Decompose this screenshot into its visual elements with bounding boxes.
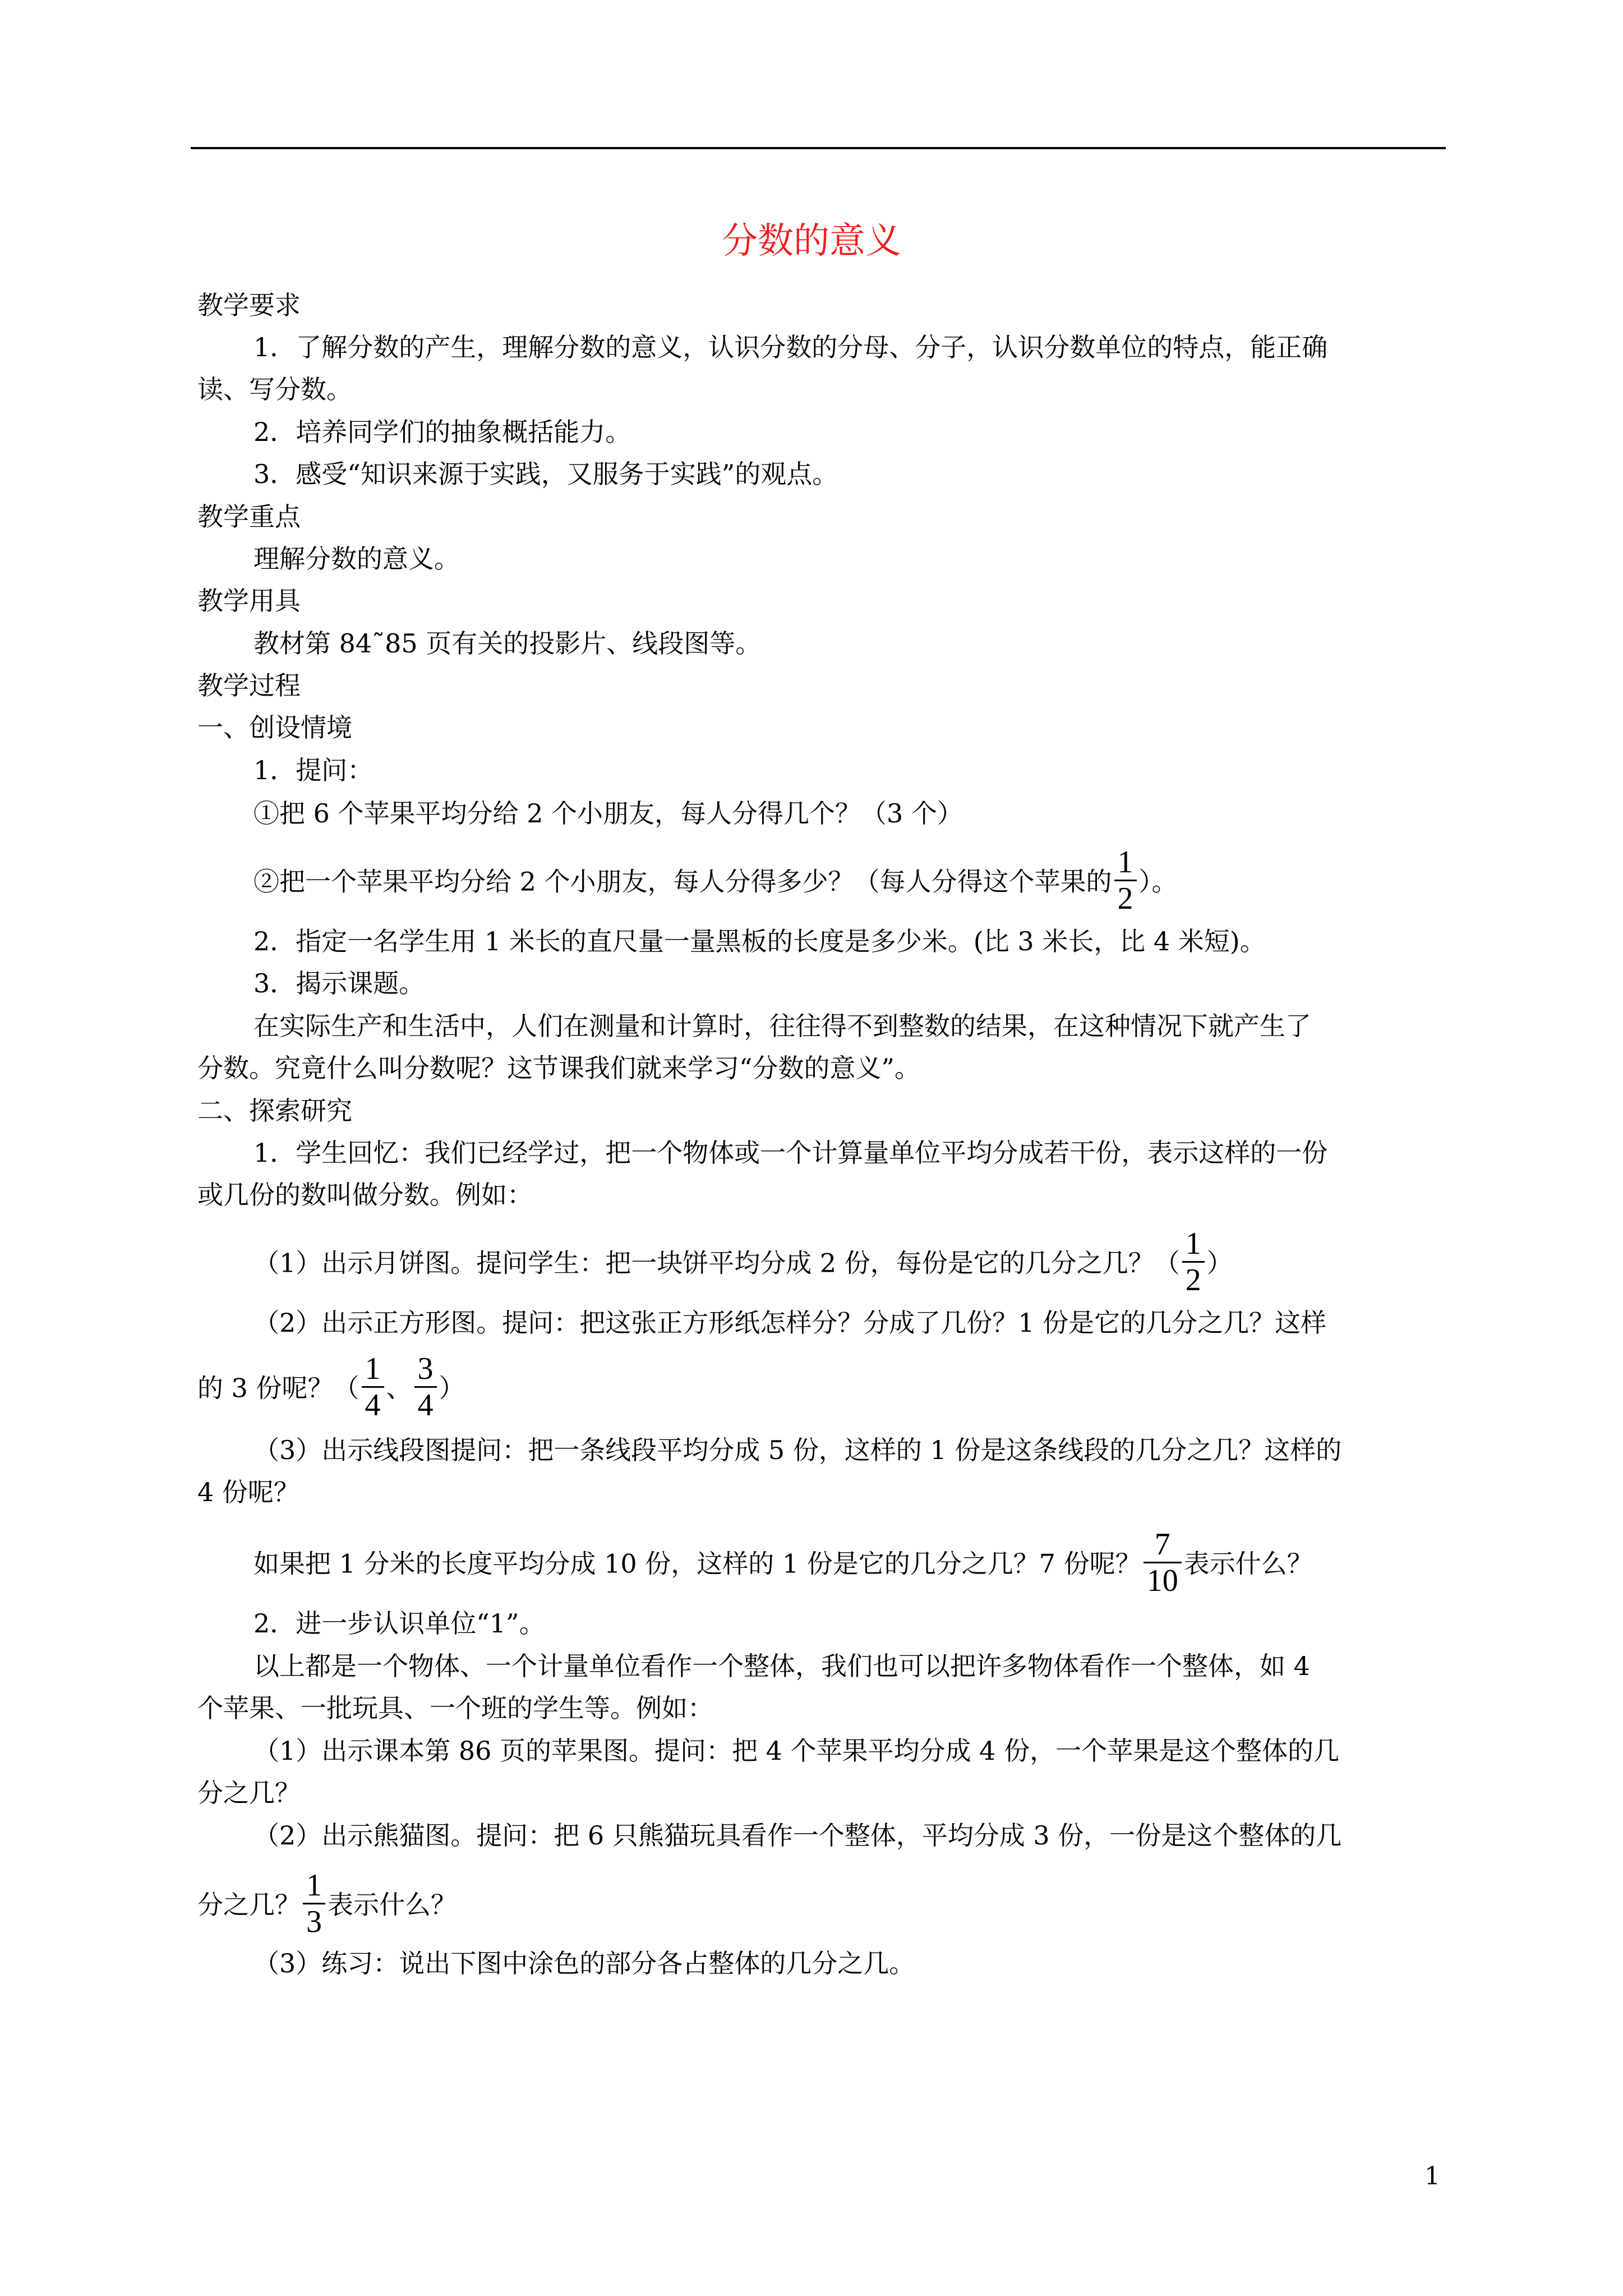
- fraction-numerator: 1: [1182, 1226, 1205, 1263]
- fraction-one-quarter: [362, 1351, 384, 1423]
- fraction-denominator: 2: [1185, 1263, 1201, 1297]
- fraction-numerator: 1: [303, 1868, 325, 1904]
- fraction-one-third: [303, 1868, 325, 1939]
- subsection-heading-2: 二、探索研究: [197, 1096, 352, 1126]
- fraction-denominator: 4: [365, 1388, 381, 1423]
- instruction-2: 2．指定一名学生用 1 米长的直尺量一量黑板的长度是多少米。(比 3 米长，比 4 米短)。: [253, 926, 1266, 956]
- fraction-denominator: 4: [417, 1388, 434, 1423]
- section-heading-focus: 教学重点: [197, 501, 301, 532]
- paragraph-line1: 在实际生产和生活中，人们在测量和计算时，往往得不到整数的结果，在这种情况下就产生了: [253, 1011, 1311, 1041]
- recall-line2: 或几份的数叫做分数。例如：: [197, 1180, 533, 1210]
- requirement-2: 2．培养同学们的抽象概括能力。: [253, 417, 631, 447]
- section-heading-tools: 教学用具: [197, 586, 301, 616]
- example-2-line2: [197, 1351, 465, 1426]
- example-3-line2: 4 份呢？: [197, 1477, 299, 1507]
- fraction-one-half: [1182, 1226, 1205, 1297]
- fraction-numerator: 1: [1114, 845, 1137, 881]
- example-1-text: （1）出示月饼图。提问学生：把一块饼平均分成 2 份，每份是它的几分之几？（: [253, 1248, 1180, 1278]
- requirement-1-line1: 1．了解分数的产生，理解分数的意义，认识分数的分母、分子，认识分数单位的特点，能正确: [253, 332, 1328, 362]
- apple-example-line1: （1）出示课本第 86 页的苹果图。提问：把 4 个苹果平均分成 4 份，一个苹果是这个整体的几: [253, 1736, 1340, 1766]
- header-rule: [191, 147, 1446, 149]
- fraction-three-quarters: [414, 1351, 437, 1423]
- whole-paragraph-line2: 个苹果、一批玩具、一个班的学生等。例如：: [197, 1693, 713, 1723]
- subsection-heading-1: 一、创设情境: [197, 712, 352, 743]
- panda-example-line2: [197, 1868, 457, 1943]
- fraction-one-half: [1114, 845, 1137, 916]
- example-2-end: ）: [439, 1373, 465, 1404]
- example-1: [253, 1226, 1233, 1301]
- instruction-3: 3．揭示课题。: [253, 968, 425, 999]
- whole-paragraph-line1: 以上都是一个物体、一个计量单位看作一个整体，我们也可以把许多物体看作一个整体，如 4: [253, 1651, 1310, 1681]
- unit-one-heading: 2．进一步认识单位“1”。: [253, 1608, 545, 1639]
- section-heading-requirements: 教学要求: [197, 290, 301, 320]
- question-2-end: ）。: [1138, 866, 1178, 897]
- fraction-numerator: 1: [362, 1351, 384, 1388]
- question-intro: 1．提问：: [253, 755, 374, 785]
- apple-example-line2: 分之几？: [197, 1778, 301, 1808]
- panda-example-end: 表示什么？: [328, 1889, 457, 1920]
- paragraph-line2: 分数。究竟什么叫分数呢？这节课我们就来学习“分数的意义”。: [197, 1053, 921, 1083]
- example-3-line1: （3）出示线段图提问：把一条线段平均分成 5 份，这样的 1 份是这条线段的几分之几？这样的: [253, 1435, 1342, 1465]
- question-1: ①把 6 个苹果平均分给 2 个小朋友，每人分得几个？（3 个）: [253, 798, 963, 829]
- example-2-line1: （2）出示正方形图。提问：把这张正方形纸怎样分？分成了几份？1 份是它的几分之几？这样: [253, 1308, 1327, 1338]
- fraction-seven-tenths: [1144, 1527, 1182, 1598]
- example-2-text: 的 3 份呢？（: [197, 1373, 359, 1404]
- fraction-numerator: 7: [1144, 1527, 1182, 1563]
- fraction-denominator: 10: [1146, 1563, 1178, 1598]
- page-title: 分数的意义: [722, 220, 901, 262]
- fraction-denominator: 2: [1117, 881, 1133, 916]
- section-heading-process: 教学过程: [197, 670, 301, 701]
- example-4-text: 如果把 1 分米的长度平均分成 10 份，这样的 1 份是它的几分之几？7 份呢？: [253, 1548, 1141, 1579]
- focus-text: 理解分数的意义。: [253, 544, 460, 574]
- tools-text: 教材第 84˜85 页有关的投影片、线段图等。: [253, 628, 762, 659]
- example-4-end: 表示什么？: [1183, 1548, 1313, 1579]
- requirement-3: 3．感受“知识来源于实践，又服务于实践”的观点。: [253, 459, 838, 489]
- panda-example-line1: （2）出示熊猫图。提问：把 6 只熊猫玩具看作一个整体，平均分成 3 份，一份是这个整体的几: [253, 1820, 1342, 1851]
- question-2: [253, 845, 1178, 919]
- question-2-text: ②把一个苹果平均分给 2 个小朋友，每人分得多少？（每人分得这个苹果的: [253, 866, 1112, 897]
- panda-example-text: 分之几？: [197, 1889, 301, 1920]
- recall-line1: 1．学生回忆：我们已经学过，把一个物体或一个计算量单位平均分成若干份，表示这样的一份: [253, 1138, 1328, 1168]
- example-1-end: ）: [1206, 1248, 1233, 1278]
- fraction-denominator: 3: [306, 1904, 322, 1939]
- example-4: [253, 1527, 1313, 1602]
- page-number: 1: [1424, 2162, 1440, 2191]
- fraction-numerator: 3: [414, 1351, 437, 1388]
- requirement-1-line2: 读、写分数。: [197, 374, 352, 404]
- fraction-separator: 、: [386, 1373, 412, 1404]
- exercise-line: （3）练习：说出下图中涂色的部分各占整体的几分之几。: [253, 1948, 915, 1978]
